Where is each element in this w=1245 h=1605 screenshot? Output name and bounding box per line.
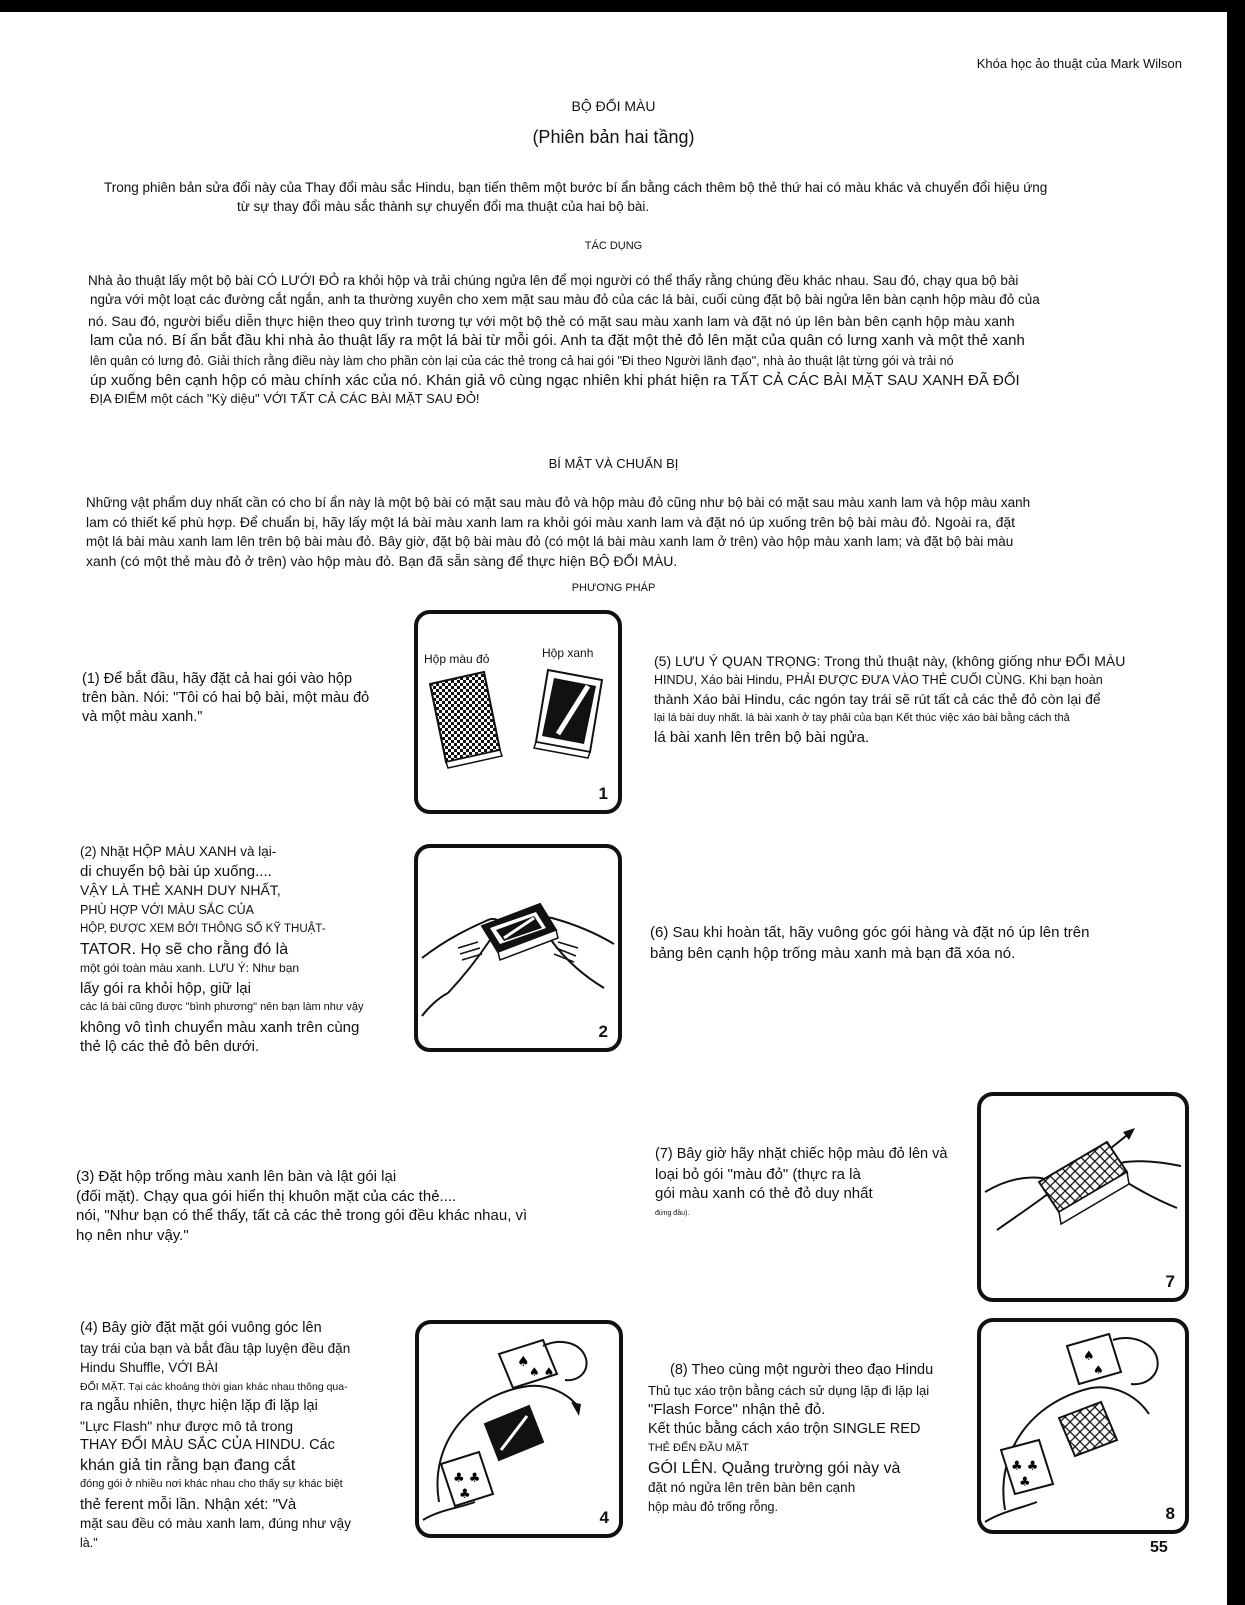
direction-arrow-icon <box>1111 1128 1135 1148</box>
figure-1-number: 1 <box>598 784 608 803</box>
secret-line-1: Những vật phẩm duy nhất cần có cho bí ẩn này là một bộ bài có mặt sau màu đỏ và hộp màu đỏ cũng như bộ bài có mặt sau màu xanh lam và hộp màu xanh <box>86 495 1031 510</box>
page-title: BỘ ĐỔI MÀU <box>571 98 656 114</box>
middle-packet-icon <box>485 1406 543 1460</box>
step-6-text: (6) Sau khi hoàn tất, hãy vuông góc gói hàng và đặt nó úp lên trên bảng bên cạnh hộp trống màu xanh mà bạn đã xóa nó. <box>650 924 1090 962</box>
svg-text:♠: ♠ <box>517 1354 530 1370</box>
step-2-text: (2) Nhặt HỘP MÀU XANH và lại- di chuyển bộ bài úp xuống.... VẬY LÀ THẺ XANH DUY NHẤT, PHÙ HỢP VỚI MÀU SẮC CỦA HỘP, ĐƯỢC XEM BỞI THÔNG SỐ KỸ THUẬT- TATOR. Họ sẽ cho rằng đó là một gói toàn màu xanh. LƯU Ý: Như bạn lấy gói ra khỏi hộp, giữ lại các lá bài cũng được "bình phương" nên bạn làm như vậy không vô tình chuyển màu xanh trên cùng thẻ lộ các thẻ đỏ bên dưới. <box>80 844 364 1055</box>
red-back-card-icon <box>1059 1402 1117 1456</box>
effect-heading: TÁC DỤNG <box>584 240 643 252</box>
card-box-icon <box>1039 1142 1129 1224</box>
step-7-text: (7) Bây giờ hãy nhặt chiếc hộp màu đỏ lên và loại bỏ gói "màu đỏ" (thực ra là gói màu xanh có thẻ đỏ duy nhất đứng đầu). <box>655 1146 948 1217</box>
top-card-icon <box>1067 1334 1121 1384</box>
figure-4-number: 4 <box>599 1508 609 1527</box>
secret-line-3: một lá bài màu xanh lam lên trên bộ bài màu đỏ. Bây giờ, đặt bộ bài màu đỏ (có một lá bài màu xanh lam ở trên) vào hộp màu xanh lam; và đặt bộ bài màu <box>86 534 1014 549</box>
svg-text:♣ ♣: ♣ ♣ <box>453 1471 481 1486</box>
figure-2-hands-with-deck-drawing <box>418 848 618 1048</box>
face-card-icon <box>1001 1440 1053 1494</box>
svg-text:♠: ♠ <box>1093 1363 1104 1377</box>
svg-text:♣: ♣ <box>459 1487 471 1502</box>
course-header: Khóa học ảo thuật của Mark Wilson <box>976 56 1182 71</box>
figure-1-label-blue: Hộp xanh <box>542 646 594 660</box>
page-number: 55 <box>1150 1539 1168 1556</box>
blue-card-box-icon <box>534 670 602 758</box>
figure-4 <box>415 1320 623 1538</box>
intro-line-1: Trong phiên bản sửa đổi này của Thay đổi màu sắc Hindu, bạn tiến thêm một bước bí ẩn bằng cách thêm bộ thẻ thứ hai có màu khác và chuyển đổi hiệu ứng <box>104 180 1048 195</box>
secret-line-2: lam có thiết kế phù hợp. Để chuẩn bị, hãy lấy một lá bài màu xanh lam ra khỏi gói màu xanh lam và đặt nó úp xuống trên bộ bài màu đỏ. Ngoài ra, đặt <box>86 514 1016 530</box>
deck-icon <box>482 904 558 960</box>
figure-1 <box>414 610 622 814</box>
secret-line-4: xanh (có một thẻ màu đỏ ở trên) vào hộp màu đỏ. Bạn đã sẵn sàng để thực hiện BỘ ĐỔI MÀU. <box>86 553 678 569</box>
figure-1-label-red: Hộp màu đỏ <box>424 652 490 666</box>
bottom-packet-icon <box>441 1452 493 1506</box>
intro-line-2: từ sự thay đổi màu sắc thành sự chuyển đổi ma thuật của hai bộ bài. <box>237 199 650 214</box>
secret-heading: BÍ MẬT VÀ CHUẨN BỊ <box>548 456 679 471</box>
figure-8-flash-force-drawing <box>981 1322 1185 1530</box>
effect-line-1: Nhà ảo thuật lấy một bộ bài CÓ LƯỚI ĐỎ ra khỏi hộp và trải chúng ngửa lên để mọi người có thể thấy rằng chúng đều khác nhau. Sau đó, chạy qua bộ bài <box>88 273 1019 288</box>
book-page <box>0 12 1227 1605</box>
figure-1-card-boxes-drawing <box>418 614 618 810</box>
figure-7-number: 7 <box>1165 1272 1175 1291</box>
figure-2-number: 2 <box>598 1022 608 1041</box>
figure-7 <box>977 1092 1189 1302</box>
top-packet-icon <box>499 1340 557 1388</box>
effect-line-3: nó. Sau đó, người biểu diễn thực hiện theo quy trình tương tự với một bộ thẻ có mặt sau màu xanh lam và đặt nó úp lên bàn bên cạnh hộp màu xanh <box>88 313 1015 329</box>
svg-text:♠: ♠ <box>1083 1349 1095 1364</box>
svg-text:♠ ♠: ♠ ♠ <box>529 1365 555 1379</box>
effect-line-4: lam của nó. Bí ẩn bắt đầu khi nhà ảo thuật lấy ra một lá bài từ mỗi gói. Anh ta đặt một thẻ đỏ lên mặt của quân có lưng xanh và một thẻ xanh <box>90 332 1025 349</box>
figure-8-number: 8 <box>1165 1504 1175 1523</box>
figure-8 <box>977 1318 1189 1534</box>
method-heading: PHƯƠNG PHÁP <box>571 582 656 594</box>
effect-line-2: ngửa với một loạt các đường cắt ngắn, anh ta thường xuyên cho xem mặt sau màu đỏ của các lá bài, cuối cùng đặt bộ bài ngửa lên bàn cạnh hộp màu đỏ của <box>90 292 1040 307</box>
figure-7-hands-removing-deck-drawing <box>981 1096 1185 1298</box>
svg-text:♣: ♣ <box>1019 1475 1031 1490</box>
figure-2 <box>414 844 622 1052</box>
step-8-text: (8) Theo cùng một người theo đạo Hindu Thủ tục xáo trộn bằng cách sử dụng lặp đi lặp lại "Flash Force" nhận thẻ đỏ. Kết thúc bằng cách xáo trộn SINGLE RED THẺ ĐẾN ĐẦU MẶT GÓI LÊN. Quảng trường gói này và đặt nó ngửa lên trên bàn bên cạnh hộp màu đỏ trống rỗng. <box>648 1362 934 1514</box>
figure-4-hindu-shuffle-drawing <box>419 1324 619 1534</box>
svg-text:♣ ♣: ♣ ♣ <box>1011 1459 1039 1474</box>
effect-line-7: ĐỊA ĐIỂM một cách "Kỳ diệu" VỚI TẤT CẢ CÁC BÀI MẶT SAU ĐỎ! <box>90 391 480 406</box>
step-4-text: (4) Bây giờ đặt mặt gói vuông góc lên tay trái của bạn và bắt đầu tập luyện đều đặn Hindu Shuffle, VỚI BÀI ĐỔI MẶT. Tại các khoảng thời gian khác nhau thông qua- ra ngẫu nhiên, thực hiện lặp đi lặp lại "Lực Flash" như được mô tả trong THAY ĐỔI MÀU SẮC CỦA HINDU. Các khán giả tin rằng bạn đang cắt đóng gói ở nhiều nơi khác nhau cho thấy sự khác biệt thẻ ferent mỗi lần. Nhận xét: "Và mặt sau đều có màu xanh lam, đúng như vậy là." <box>80 1320 351 1550</box>
page-subtitle: (Phiên bản hai tầng) <box>532 127 695 147</box>
step-5-text: (5) LƯU Ý QUAN TRỌNG: Trong thủ thuật này, (không giống như ĐỔI MÀU HINDU, Xáo bài Hindu, PHẢI ĐƯỢC ĐƯA VÀO THẺ CUỐI CÙNG. Khi bạn hoàn thành Xáo bài Hindu, các ngón tay trái sẽ rút tất cả các thẻ đỏ còn lại để lại lá bài duy nhất. lá bài xanh ở tay phải của bạn Kết thúc việc xáo bài bằng cách thả lá bài xanh lên trên bộ bài ngửa. <box>654 653 1126 746</box>
effect-line-6: úp xuống bên cạnh hộp có màu chính xác của nó. Khán giả vô cùng ngạc nhiên khi phát hiện ra TẤT CẢ CÁC BÀI MẶT SAU XANH ĐÃ ĐỔI <box>90 372 1020 389</box>
step-3-text: (3) Đặt hộp trống màu xanh lên bàn và lật gói lại (đối mặt). Chạy qua gói hiển thị khuôn mặt của các thẻ.... nói, "Như bạn có thể thấy, tất cả các thẻ trong gói đều khác nhau, vì họ nên như vậy." <box>76 1168 528 1244</box>
step-1-text: (1) Để bắt đầu, hãy đặt cả hai gói vào hộp trên bàn. Nói: "Tôi có hai bộ bài, một màu đỏ và một màu xanh." <box>82 671 370 725</box>
effect-line-5: lên quân có lưng đỏ. Giải thích rằng điều này làm cho phần còn lại của các thẻ trong cả hai gói "Đi theo Người lãnh đạo", nhà ảo thuật lật từng gói và trải nó <box>90 354 954 368</box>
red-card-box-icon <box>430 672 502 768</box>
